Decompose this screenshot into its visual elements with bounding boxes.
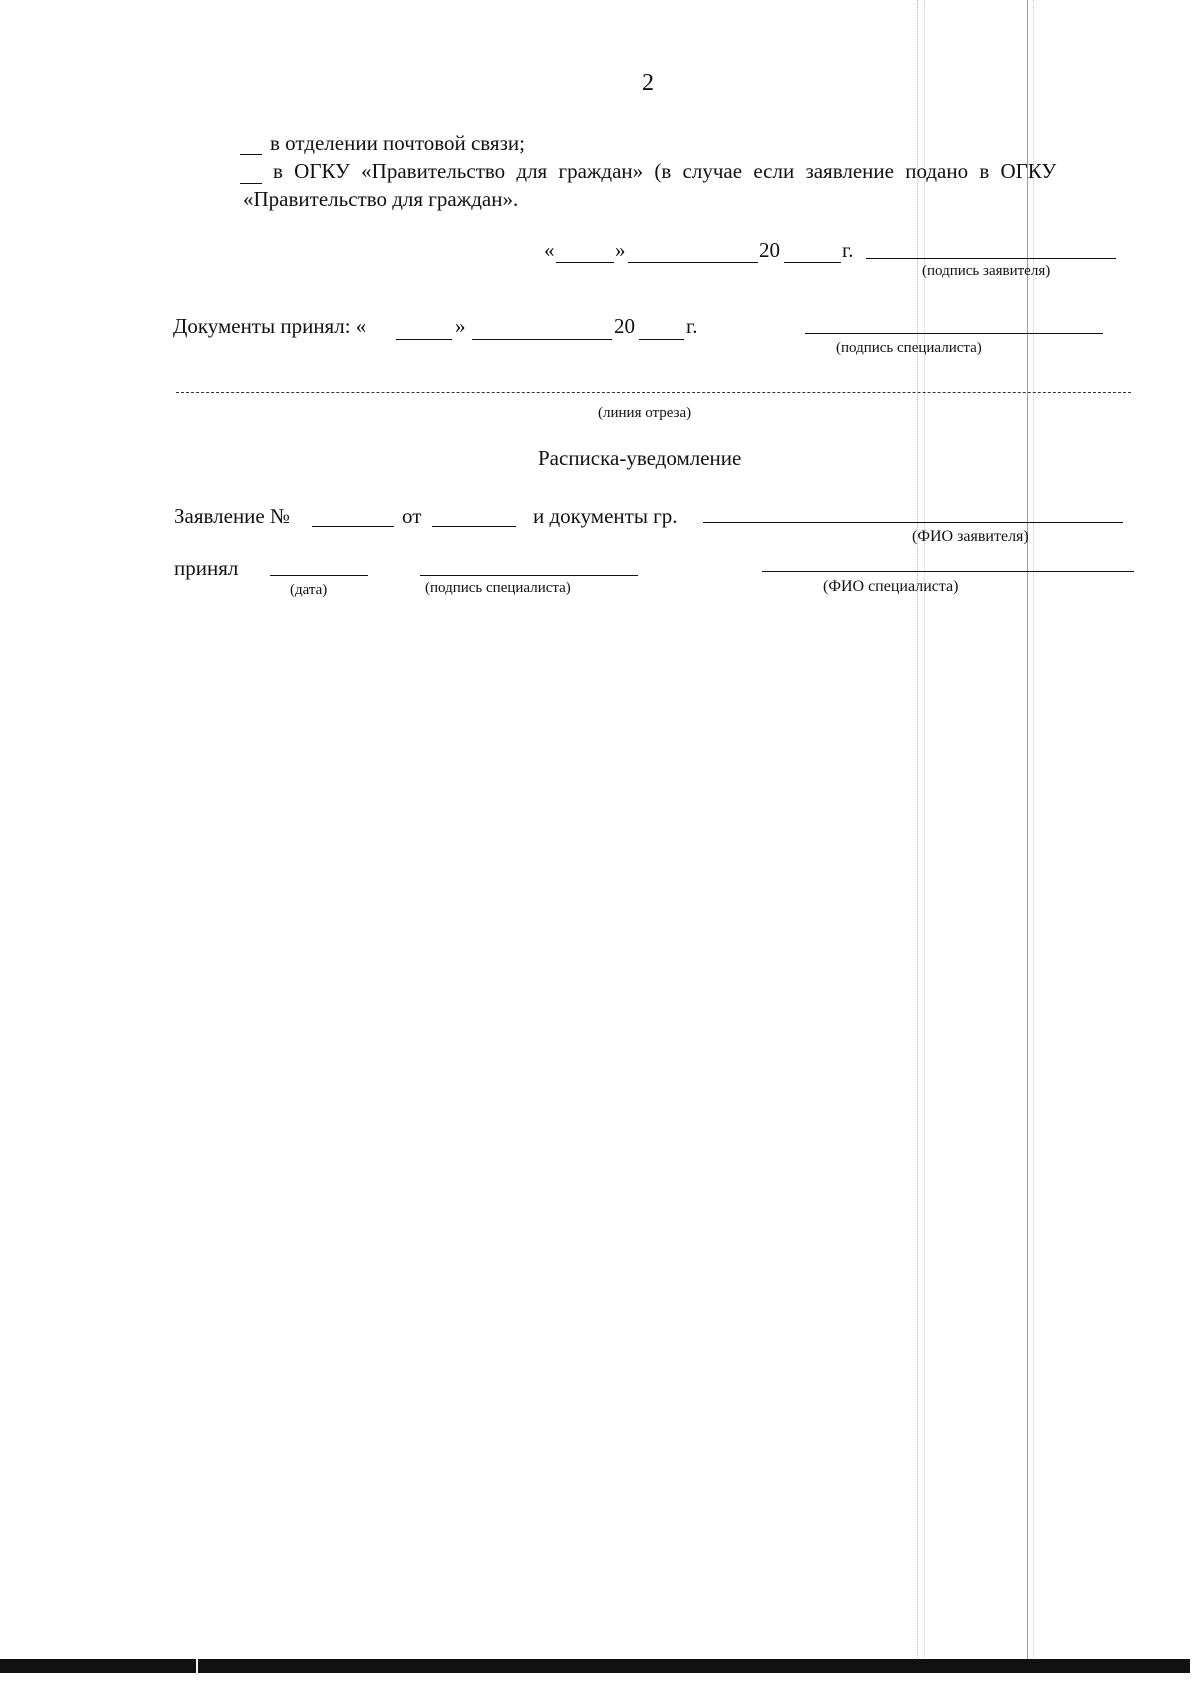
accepted-month-blank bbox=[472, 339, 612, 340]
scan-artifact-line bbox=[1027, 0, 1028, 1660]
option-ogku-line1: в ОГКУ «Правительство для граждан» (в случае если заявление подано в ОГКУ bbox=[273, 159, 1057, 183]
page-number: 2 bbox=[642, 70, 654, 96]
accepted-by-label: принял bbox=[174, 556, 239, 580]
open-quote: « bbox=[544, 238, 555, 262]
statement-date-blank bbox=[432, 526, 516, 527]
year-prefix: 20 bbox=[759, 238, 780, 262]
specialist-sign-line bbox=[420, 575, 638, 576]
month-blank bbox=[628, 262, 758, 263]
accepted-year-suffix: г. bbox=[686, 314, 698, 338]
day-blank bbox=[556, 262, 614, 263]
specialist-fio-caption: (ФИО специалиста) bbox=[823, 578, 959, 595]
accepted-close-quote: » bbox=[455, 314, 466, 338]
scan-bottom-bar bbox=[0, 1659, 1190, 1673]
year-blank bbox=[784, 262, 841, 263]
scan-artifact-line bbox=[924, 0, 925, 1660]
year-suffix: г. bbox=[842, 238, 854, 262]
accepted-day-blank bbox=[396, 339, 452, 340]
date-line bbox=[270, 575, 368, 576]
applicant-fio-line bbox=[703, 522, 1123, 523]
applicant-signature-caption: (подпись заявителя) bbox=[922, 263, 1051, 279]
option-ogku-line2: «Правительство для граждан». bbox=[243, 187, 519, 211]
applicant-fio-caption: (ФИО заявителя) bbox=[912, 528, 1029, 545]
cut-line-caption: (линия отреза) bbox=[598, 405, 692, 421]
scan-artifact-line bbox=[917, 0, 918, 1660]
accepted-year-blank bbox=[639, 339, 684, 340]
documents-label: и документы гр. bbox=[533, 504, 678, 528]
specialist-signature-caption: (подпись специалиста) bbox=[836, 340, 982, 356]
statement-from-label: от bbox=[402, 504, 422, 528]
date-caption: (дата) bbox=[290, 582, 328, 598]
scan-bottom-bar-gap bbox=[196, 1659, 198, 1673]
receipt-signature-caption: (подпись специалиста) bbox=[425, 580, 571, 596]
option-blank bbox=[240, 183, 262, 184]
option-post-office: в отделении почтовой связи; bbox=[270, 131, 525, 155]
applicant-signature-line bbox=[866, 258, 1116, 259]
scan-artifact-line bbox=[1033, 0, 1034, 1660]
accepted-label: Документы принял: « bbox=[173, 314, 367, 338]
cut-line bbox=[176, 392, 1131, 393]
option-blank bbox=[240, 154, 262, 155]
close-quote: » bbox=[615, 238, 626, 262]
specialist-fio-line bbox=[762, 571, 1134, 572]
statement-label: Заявление № bbox=[174, 504, 291, 528]
specialist-signature-line bbox=[805, 333, 1103, 334]
accepted-year-prefix: 20 bbox=[614, 314, 635, 338]
statement-number-blank bbox=[312, 526, 394, 527]
receipt-title: Расписка-уведомление bbox=[538, 446, 742, 470]
